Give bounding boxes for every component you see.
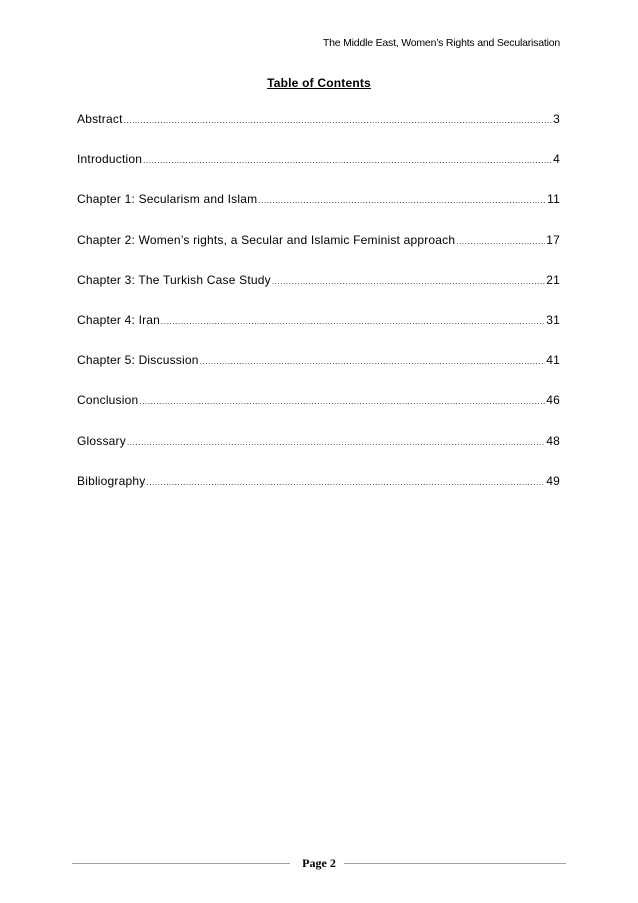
toc-dot-leader [127,438,545,447]
toc-entry-abstract[interactable] [77,112,560,136]
footer-page-number: Page 2 [302,856,336,870]
toc-dot-leader [143,156,552,165]
toc-dot-leader [272,277,545,286]
toc-entry-page: 21 [546,272,560,287]
toc-dot-leader [456,237,545,246]
toc-entry-chapter-2[interactable] [77,233,560,257]
toc-entry-glossary[interactable] [77,434,560,458]
toc-entry-label: Chapter 1: Secularism and Islam [77,192,258,207]
toc-entry-page: 4 [553,152,560,167]
toc-entry-page: 3 [553,112,560,126]
toc-dot-leader [200,357,546,366]
toc-entry-label: Glossary [77,433,126,448]
toc-entry-label: Chapter 4: Iran [77,312,161,327]
toc-entry-page: 41 [546,353,560,368]
toc-entry-introduction[interactable] [77,152,560,176]
toc-entry-chapter-4[interactable] [77,313,560,337]
toc-entry-page: 48 [546,433,560,448]
toc-entry-label: Chapter 3: The Turkish Case Study [77,272,271,287]
toc-entry-label: Chapter 2: Women’s rights, a Secular and Islamic Feminist approach [77,232,456,247]
toc-dot-leader [124,116,553,125]
toc-entry-page: 11 [547,192,560,207]
toc-entry-page: 46 [546,393,560,408]
toc-entry-chapter-1[interactable] [77,192,560,216]
toc-entry-label: Introduction [77,152,143,167]
toc-entry-page: 49 [546,473,560,488]
toc-list [77,112,560,514]
toc-dot-leader [139,397,545,406]
toc-entry-chapter-5[interactable] [77,353,560,377]
toc-entry-page: 31 [546,312,560,327]
toc-entry-label: Abstract [77,112,123,126]
toc-dot-leader [146,478,545,487]
footer-rule-right [344,863,566,864]
toc-entry-page: 17 [546,232,560,247]
toc-entry-bibliography[interactable] [77,474,560,498]
toc-entry-label: Conclusion [77,393,139,408]
toc-dot-leader [258,196,546,205]
toc-entry-chapter-3[interactable] [77,273,560,297]
toc-entry-label: Chapter 5: Discussion [77,353,199,368]
page-footer [72,856,566,872]
toc-entry-conclusion[interactable] [77,393,560,417]
running-header: The Middle East, Women’s Rights and Secularisation [322,37,560,49]
toc-dot-leader [161,317,545,326]
toc-entry-label: Bibliography [77,473,146,488]
toc-title: Table of Contents [267,76,371,90]
